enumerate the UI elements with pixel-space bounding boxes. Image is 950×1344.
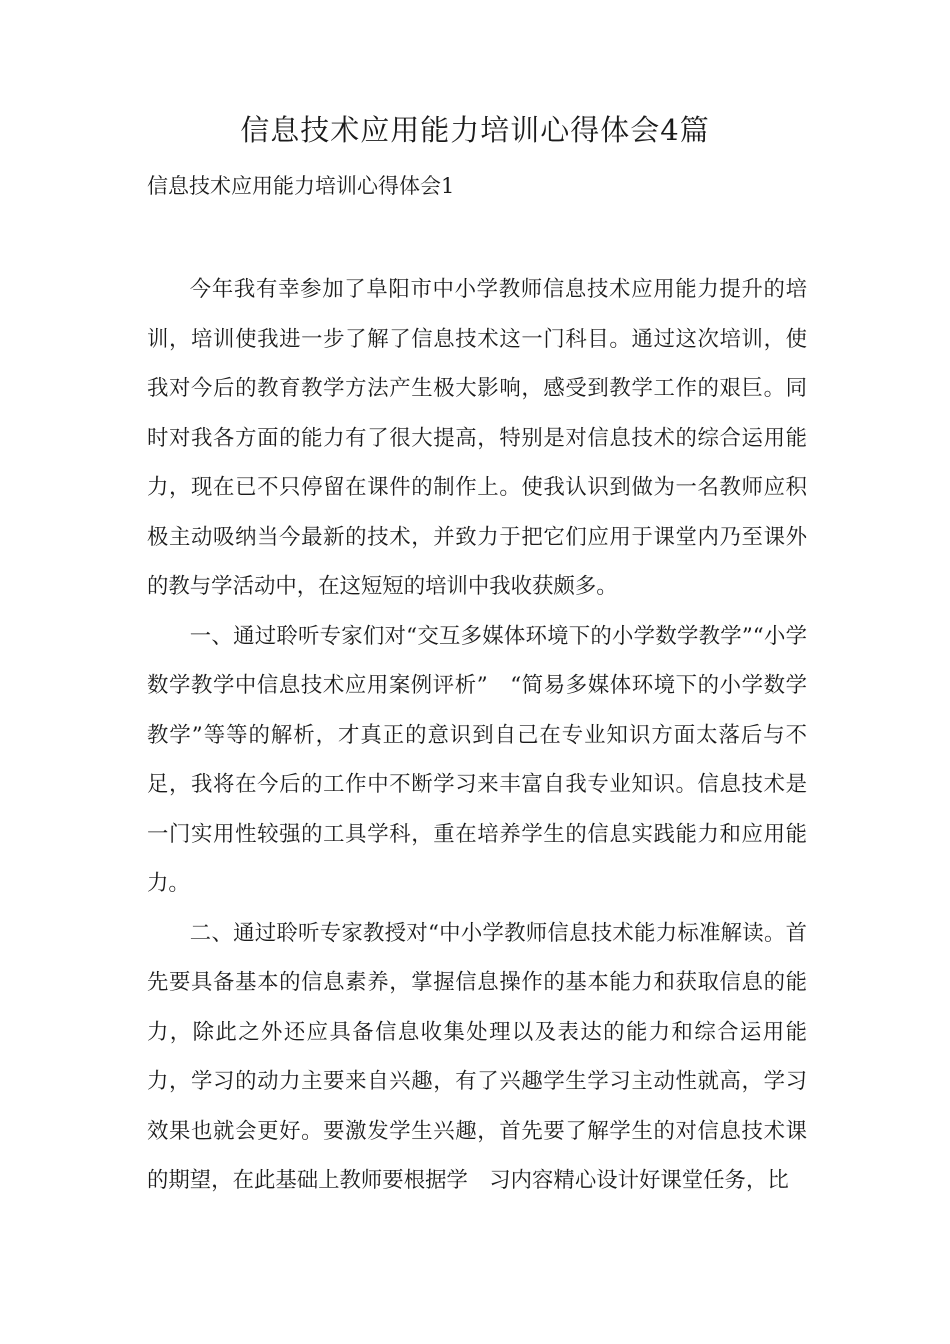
document-title: 信息技术应用能力培训心得体会4篇 [240, 113, 710, 147]
paragraph-2: 一、通过聆听专家们对“交互多媒体环境下的小学数学教学”“小学数学教学中信息技术应用案例评析” “简易多媒体环境下的小学数学教学”等等的解析，才真正的意识到自己在专业知识方面太落后与不足，我将在今后的工作中不断学习来丰富自我专业知识。信息技术是一门实用性较强的工具学科，重在培养学生的信息实践能力和应用能力。 [147, 623, 807, 896]
paragraph-1: 今年我有幸参加了阜阳市中小学教师信息技术应用能力提升的培训，培训使我进一步了解了信息技术这一门科目。通过这次培训，使我对今后的教育教学方法产生极大影响，感受到教学工作的艰巨。同时对我各方面的能力有了很大提高，特别是对信息技术的综合运用能力，现在已不只停留在课件的制作上。使我认识到做为一名教师应积极主动吸纳当今最新的技术，并致力于把它们应用于课堂内乃至课外的教与学活动中，在这短短的培训中我收获颇多。 [147, 277, 807, 599]
document-body [147, 265, 807, 1206]
paragraph-3: 二、通过聆听专家教授对“中小学教师信息技术能力标准解读。首先要具备基本的信息素养，掌握信息操作的基本能力和获取信息的能力，除此之外还应具备信息收集处理以及表达的能力和综合运用能力，学习的动力主要来自兴趣，有了兴趣学生学习主动性就高，学习效果也就会更好。要激发学生兴趣，首先要了解学生的对信息技术课的期望，在此基础上教师要根据学 习内容精心设计好课堂任务，比 [147, 920, 807, 1193]
document-subtitle: 信息技术应用能力培训心得体会1 [147, 174, 455, 198]
